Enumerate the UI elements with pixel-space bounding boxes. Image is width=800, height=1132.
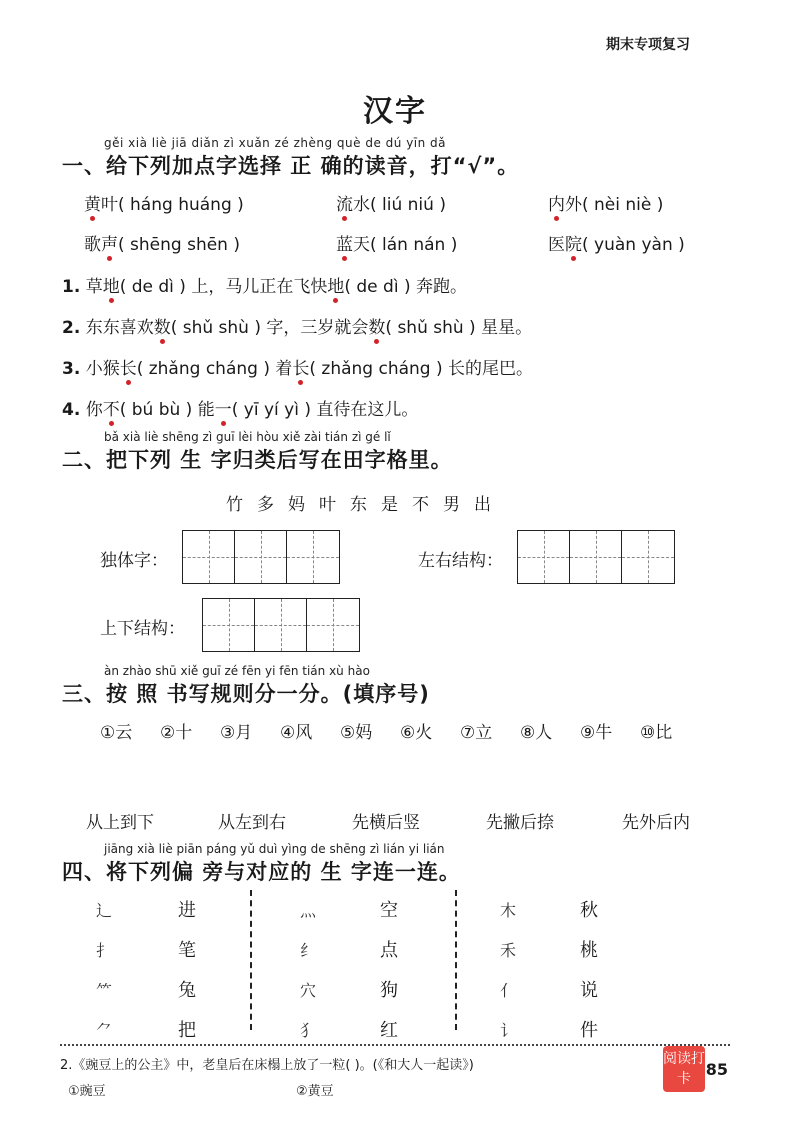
grid-cell[interactable] [622, 531, 674, 583]
character[interactable]: 秋 [580, 900, 598, 921]
radical[interactable]: 灬 [300, 901, 317, 920]
text[interactable]: ( shǔ shù ) 字，三岁就会 [170, 318, 369, 338]
dotted-char: 数 [154, 313, 171, 338]
dotted-char: 数 [368, 313, 385, 338]
text: 小猴 [85, 359, 120, 379]
q2-title: 二、把下列 生 字归类后写在田字格里。 [62, 448, 453, 472]
rule-item: 先横后竖 [352, 813, 420, 833]
radical[interactable]: 讠 [500, 1021, 517, 1040]
rule-item: 从上到下 [86, 813, 154, 833]
grid-left-right[interactable] [517, 530, 675, 584]
grid-cell[interactable] [287, 531, 339, 583]
character[interactable]: 点 [380, 940, 398, 961]
option-item: ②十 [160, 723, 193, 743]
grid-top-bottom[interactable] [202, 598, 360, 652]
reading-options[interactable]: ( yuàn yàn ) [582, 235, 685, 255]
column-divider [455, 890, 457, 1030]
dotted-char: 流 [336, 190, 353, 215]
q1-sentence-1 [62, 272, 467, 297]
sentence-number: 2. [62, 318, 81, 338]
q4-pinyin: jiāng xià liè piān páng yǔ duì yìng de shēng zì lián yi lián [104, 842, 445, 856]
label-left-right: 左右结构： [418, 551, 503, 571]
rule-item: 先撇后捺 [486, 813, 554, 833]
radical[interactable]: 木 [500, 901, 517, 920]
dotted-char: 院 [565, 230, 582, 255]
grid-cell[interactable] [183, 531, 235, 583]
character[interactable]: 空 [380, 900, 398, 921]
text: 东东喜欢 [85, 318, 154, 338]
grid-cell[interactable] [203, 599, 255, 651]
text[interactable]: ( yī yí yì ) 直待在这儿。 [231, 400, 419, 420]
reading-option-1[interactable]: ①豌豆 [68, 1084, 106, 1099]
character[interactable]: 件 [580, 1020, 598, 1041]
q3-rules [0, 808, 800, 836]
option-item: ③月 [220, 723, 253, 743]
label-single-structure: 独体字： [100, 551, 168, 571]
reading-option-2[interactable]: ②黄豆 [296, 1084, 334, 1099]
text[interactable]: ( bú bù ) 能 [119, 400, 215, 420]
grid-cell[interactable] [307, 599, 359, 651]
text: 草 [85, 277, 103, 297]
char: 水 [353, 195, 370, 215]
character[interactable]: 说 [580, 980, 598, 1001]
character[interactable]: 进 [178, 900, 196, 921]
character[interactable]: 兔 [178, 980, 196, 1001]
grid-cell[interactable] [570, 531, 622, 583]
grid-cell[interactable] [235, 531, 287, 583]
char: 歌 [84, 235, 101, 255]
radical[interactable]: 穴 [300, 981, 317, 1000]
char: 天 [353, 235, 370, 255]
grid-cell[interactable] [255, 599, 307, 651]
q1-sentence-4 [62, 395, 418, 420]
option-item: ⑧人 [520, 723, 553, 743]
char: 医 [548, 235, 565, 255]
radical[interactable]: 亻 [500, 981, 517, 1000]
footer-divider [60, 1044, 730, 1046]
radical[interactable]: ⺈ [96, 1021, 113, 1040]
character[interactable]: 红 [380, 1020, 398, 1041]
text[interactable]: ( zhǎng cháng ) 着 [136, 359, 293, 379]
char: 外 [565, 195, 582, 215]
q1-item [84, 230, 240, 255]
reading-options[interactable]: ( lán nán ) [370, 235, 458, 255]
q3-options [0, 718, 800, 748]
option-item: ⑤妈 [340, 723, 373, 743]
column-divider [250, 890, 252, 1030]
sentence-number: 1. [62, 277, 81, 297]
q2-pinyin: bǎ xià liè shēng zì guī lèi hòu xiě zài tián zì gé lǐ [104, 430, 391, 444]
text: 你 [85, 400, 103, 420]
q1-row-1 [0, 190, 800, 220]
page-title: 汉字 [363, 94, 427, 129]
page-number: 85 [705, 1060, 728, 1079]
reading-options[interactable]: ( nèi niè ) [582, 195, 664, 215]
option-item: ⑨牛 [580, 723, 613, 743]
reading-question: 2.《豌豆上的公主》中，老皇后在床榻上放了一粒( )。(《和大人一起读》) [60, 1058, 474, 1073]
q1-item [548, 230, 685, 255]
label-top-bottom: 上下结构： [100, 619, 185, 639]
character[interactable]: 桃 [580, 940, 598, 961]
q3-title: 三、按 照 书写规则分一分。(填序号) [62, 682, 430, 706]
section-tag: 期末专项复习 [606, 37, 690, 53]
q1-item [336, 190, 446, 215]
q1-pinyin: gěi xià liè jiā diǎn zì xuǎn zé zhèng què de dú yīn dǎ [104, 136, 447, 150]
grid-cell[interactable] [518, 531, 570, 583]
sentence-number: 4. [62, 400, 81, 420]
text[interactable]: ( de dì ) 上，马儿正在飞快 [119, 277, 328, 297]
dotted-char: 地 [327, 272, 344, 297]
reading-options[interactable]: ( liú niú ) [370, 195, 446, 215]
dotted-char: 不 [103, 395, 120, 420]
char: 叶 [101, 195, 118, 215]
radical[interactable]: 辶 [96, 901, 113, 920]
dotted-char: 黄 [84, 190, 101, 215]
text[interactable]: ( zhǎng cháng ) 长的尾巴。 [309, 359, 534, 379]
radical[interactable]: 纟 [300, 941, 317, 960]
q4-title: 四、将下列偏 旁与对应的 生 字连一连。 [62, 860, 461, 884]
q2-char-list: 竹多妈叶东是不男出 [226, 495, 505, 515]
text[interactable]: ( shǔ shù ) 星星。 [385, 318, 533, 338]
dotted-char: 内 [548, 190, 565, 215]
character[interactable]: 把 [178, 1020, 196, 1041]
q3-pinyin: àn zhào shū xiě guī zé fēn yi fēn tián xù hào [104, 664, 370, 678]
option-item: ⑥火 [400, 723, 433, 743]
text[interactable]: ( de dì ) 奔跑。 [344, 277, 468, 297]
dotted-char: 一 [215, 395, 232, 420]
character[interactable]: 笔 [178, 940, 196, 961]
radical[interactable]: ⺮ [96, 981, 113, 1000]
q1-title: 一、给下列加点字选择 正 确的读音，打“√”。 [62, 154, 520, 178]
radical[interactable]: 扌 [96, 941, 113, 960]
dotted-char: 地 [103, 272, 120, 297]
dotted-char: 长 [292, 354, 309, 379]
radical[interactable]: 禾 [500, 941, 517, 960]
dotted-char: 长 [120, 354, 137, 379]
reading-options[interactable]: ( háng huáng ) [118, 195, 244, 215]
option-item: ④风 [280, 723, 313, 743]
character[interactable]: 狗 [380, 980, 398, 1001]
option-item: ⑩比 [640, 723, 673, 743]
dotted-char: 声 [101, 230, 118, 255]
rule-item: 从左到右 [218, 813, 286, 833]
option-item: ①云 [100, 723, 133, 743]
reading-options[interactable]: ( shēng shēn ) [118, 235, 240, 255]
q1-item [336, 230, 457, 255]
reading-checkin-badge: 阅读打卡 [663, 1046, 705, 1092]
q1-item [84, 190, 244, 215]
grid-single-structure[interactable] [182, 530, 340, 584]
q1-row-2 [0, 230, 800, 260]
q1-sentence-3 [62, 354, 533, 379]
option-item: ⑦立 [460, 723, 493, 743]
q1-item [548, 190, 663, 215]
dotted-char: 蓝 [336, 230, 353, 255]
rule-item: 先外后内 [622, 813, 690, 833]
q1-sentence-2 [62, 313, 532, 338]
radical[interactable]: 犭 [300, 1021, 317, 1040]
sentence-number: 3. [62, 359, 81, 379]
